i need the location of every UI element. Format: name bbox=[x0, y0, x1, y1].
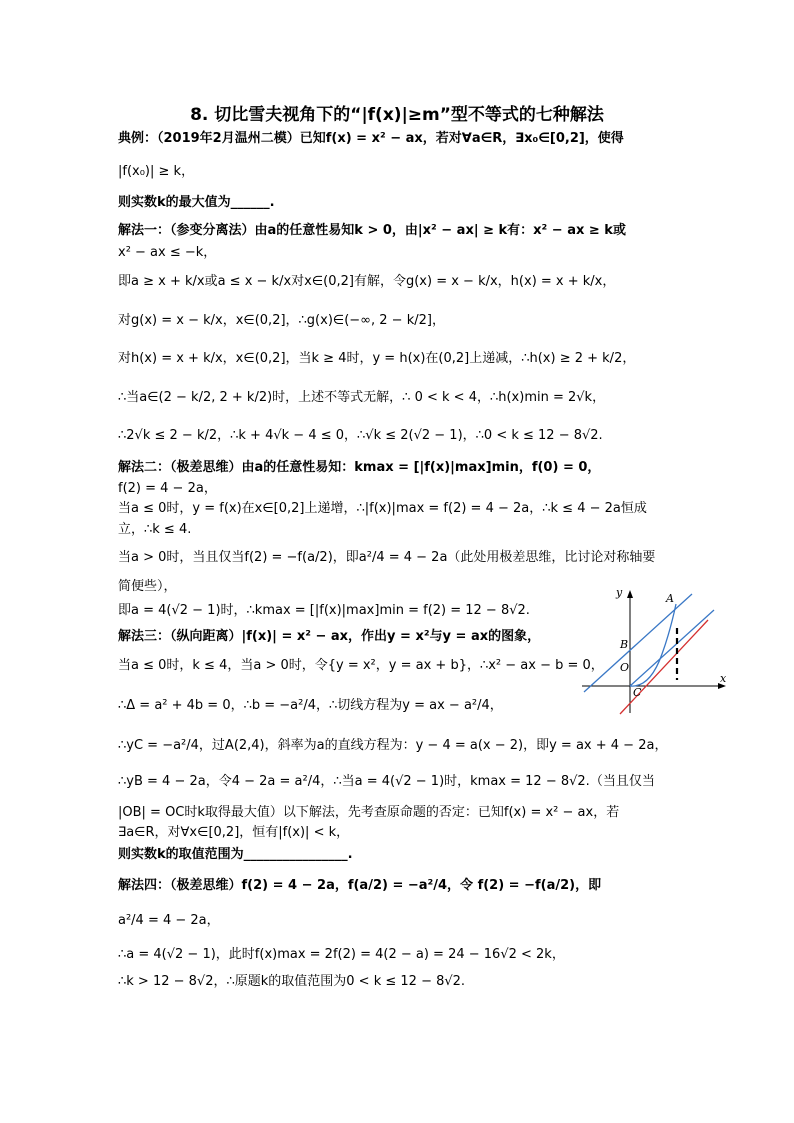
method-2-heading: 解法二：（极差思维）由a的任意性易知：kmax = [|f(x)|max]min，f(0) = 0， bbox=[118, 460, 601, 475]
method-2-line-5: 当a > 0时，当且仅当f(2) = −f(a/2)，即a²/4 = 4 − 2a（此处用极差思维，比讨论对称轴要 bbox=[118, 550, 656, 565]
method-2-line-7: 即a = 4(√2 − 1)时，∴kmax = [|f(x)|max]min = f(2) = 12 − 8√2. bbox=[118, 603, 530, 618]
page-title: 8. 切比雪夫视角下的“|f(x)|≥m”型不等式的七种解法 bbox=[190, 105, 604, 125]
origin-label: O bbox=[620, 661, 630, 674]
method-1-line-3: 即a ≥ x + k/x或a ≤ x − k/x对x∈(0,2]有解，令g(x) = x − k/x，h(x) = x + k/x， bbox=[118, 274, 616, 289]
y-axis-arrow bbox=[627, 590, 633, 598]
method-3-line-6: |OB| = OC时k取得最大值）以下解法，先考查原命题的否定：已知f(x) = x² − ax，若 bbox=[118, 805, 620, 820]
method-4-line-4: ∴k > 12 − 8√2，∴原题k的取值范围为0 < k ≤ 12 − 8√2. bbox=[118, 974, 466, 989]
question-blank-line: 则实数k的最大值为______. bbox=[118, 195, 275, 210]
point-a-label: A bbox=[666, 592, 674, 605]
method-4-heading: 解法四：（极差思维）f(2) = 4 − 2a，f(a/2) = −a²/4，令 f(2) = −f(a/2)，即 bbox=[118, 878, 602, 893]
method-3-line-4: ∴yC = −a²/4，过A(2,4)，斜率为a的直线方程为：y − 4 = a(x − 2)，即y = ax + 4 − 2a， bbox=[118, 738, 668, 753]
method-1-heading: 解法一：（参变分离法）由a的任意性易知k > 0，由|x² − ax| ≥ k有：x² − ax ≥ k或 bbox=[118, 223, 626, 238]
method-2-line-6: 简便些）， bbox=[118, 579, 177, 594]
method-3-line-2: 当a ≤ 0时，k ≤ 4，当a > 0时，令{y = x²，y = ax + b}，∴x² − ax − b = 0， bbox=[118, 658, 604, 673]
method-1-line-5: 对h(x) = x + k/x，x∈(0,2]，当k ≥ 4时，y = h(x)在(0,2]上递减，∴h(x) ≥ 2 + k/2， bbox=[118, 351, 636, 366]
method-2-line-3: 当a ≤ 0时，y = f(x)在x∈[0,2]上递增，∴|f(x)|max = f(2) = 4 − 2a，∴k ≤ 4 − 2a恒成 bbox=[118, 501, 647, 516]
method-4-line-2: a²/4 = 4 − 2a， bbox=[118, 913, 220, 928]
method-2-line-2: f(2) = 4 − 2a， bbox=[118, 481, 217, 496]
method-2-line-4: 立，∴k ≤ 4. bbox=[118, 522, 192, 537]
method-1-line-2: x² − ax ≤ −k， bbox=[118, 245, 217, 260]
method-1-line-7: ∴2√k ≤ 2 − k/2，∴k + 4√k − 4 ≤ 0，∴√k ≤ 2(√2 − 1)，∴0 < k ≤ 12 − 8√2. bbox=[118, 428, 603, 443]
example-statement-line-1: 典例：（2019年2月温州二模）已知f(x) = x² − ax，若对∀a∈R，∃x₀∈[0,2]，使得 bbox=[118, 131, 624, 146]
method-1-line-4: 对g(x) = x − k/x，x∈(0,2]，∴g(x)∈(−∞, 2 − k/2]， bbox=[118, 313, 445, 328]
method-4-line-3: ∴a = 4(√2 − 1)，此时f(x)max = 2f(2) = 4(2 − a) = 24 − 16√2 < 2k， bbox=[118, 947, 565, 962]
point-c-label: C bbox=[633, 686, 642, 699]
tangent-line bbox=[620, 620, 708, 714]
method-3-line-7: ∃a∈R，对∀x∈[0,2]，恒有|f(x)| < k， bbox=[118, 825, 350, 840]
method-3-heading: 解法三：（纵向距离）|f(x)| = x² − ax，作出y = x²与y = ax的图象， bbox=[118, 629, 541, 644]
x-axis-label: x bbox=[720, 672, 727, 685]
negation-question-line: 则实数k的取值范围为________________. bbox=[118, 847, 353, 862]
function-graph-figure bbox=[580, 588, 730, 720]
line-through-B bbox=[584, 594, 692, 692]
point-b-label: B bbox=[620, 638, 629, 651]
method-1-line-6: ∴当a∈(2 − k/2, 2 + k/2)时，上述不等式无解，∴ 0 < k < 4，∴h(x)min = 2√k， bbox=[118, 390, 606, 405]
y-axis-label: y bbox=[616, 588, 623, 599]
method-3-line-5: ∴yB = 4 − 2a，令4 − 2a = a²/4，∴当a = 4(√2 − 1)时，kmax = 12 − 8√2.（当且仅当 bbox=[118, 774, 655, 789]
example-statement-line-2: |f(x₀)| ≥ k， bbox=[118, 164, 195, 179]
method-3-line-3: ∴Δ = a² + 4b = 0，∴b = −a²/4，∴切线方程为y = ax − a²/4， bbox=[118, 698, 503, 713]
parabola-curve bbox=[630, 604, 676, 686]
